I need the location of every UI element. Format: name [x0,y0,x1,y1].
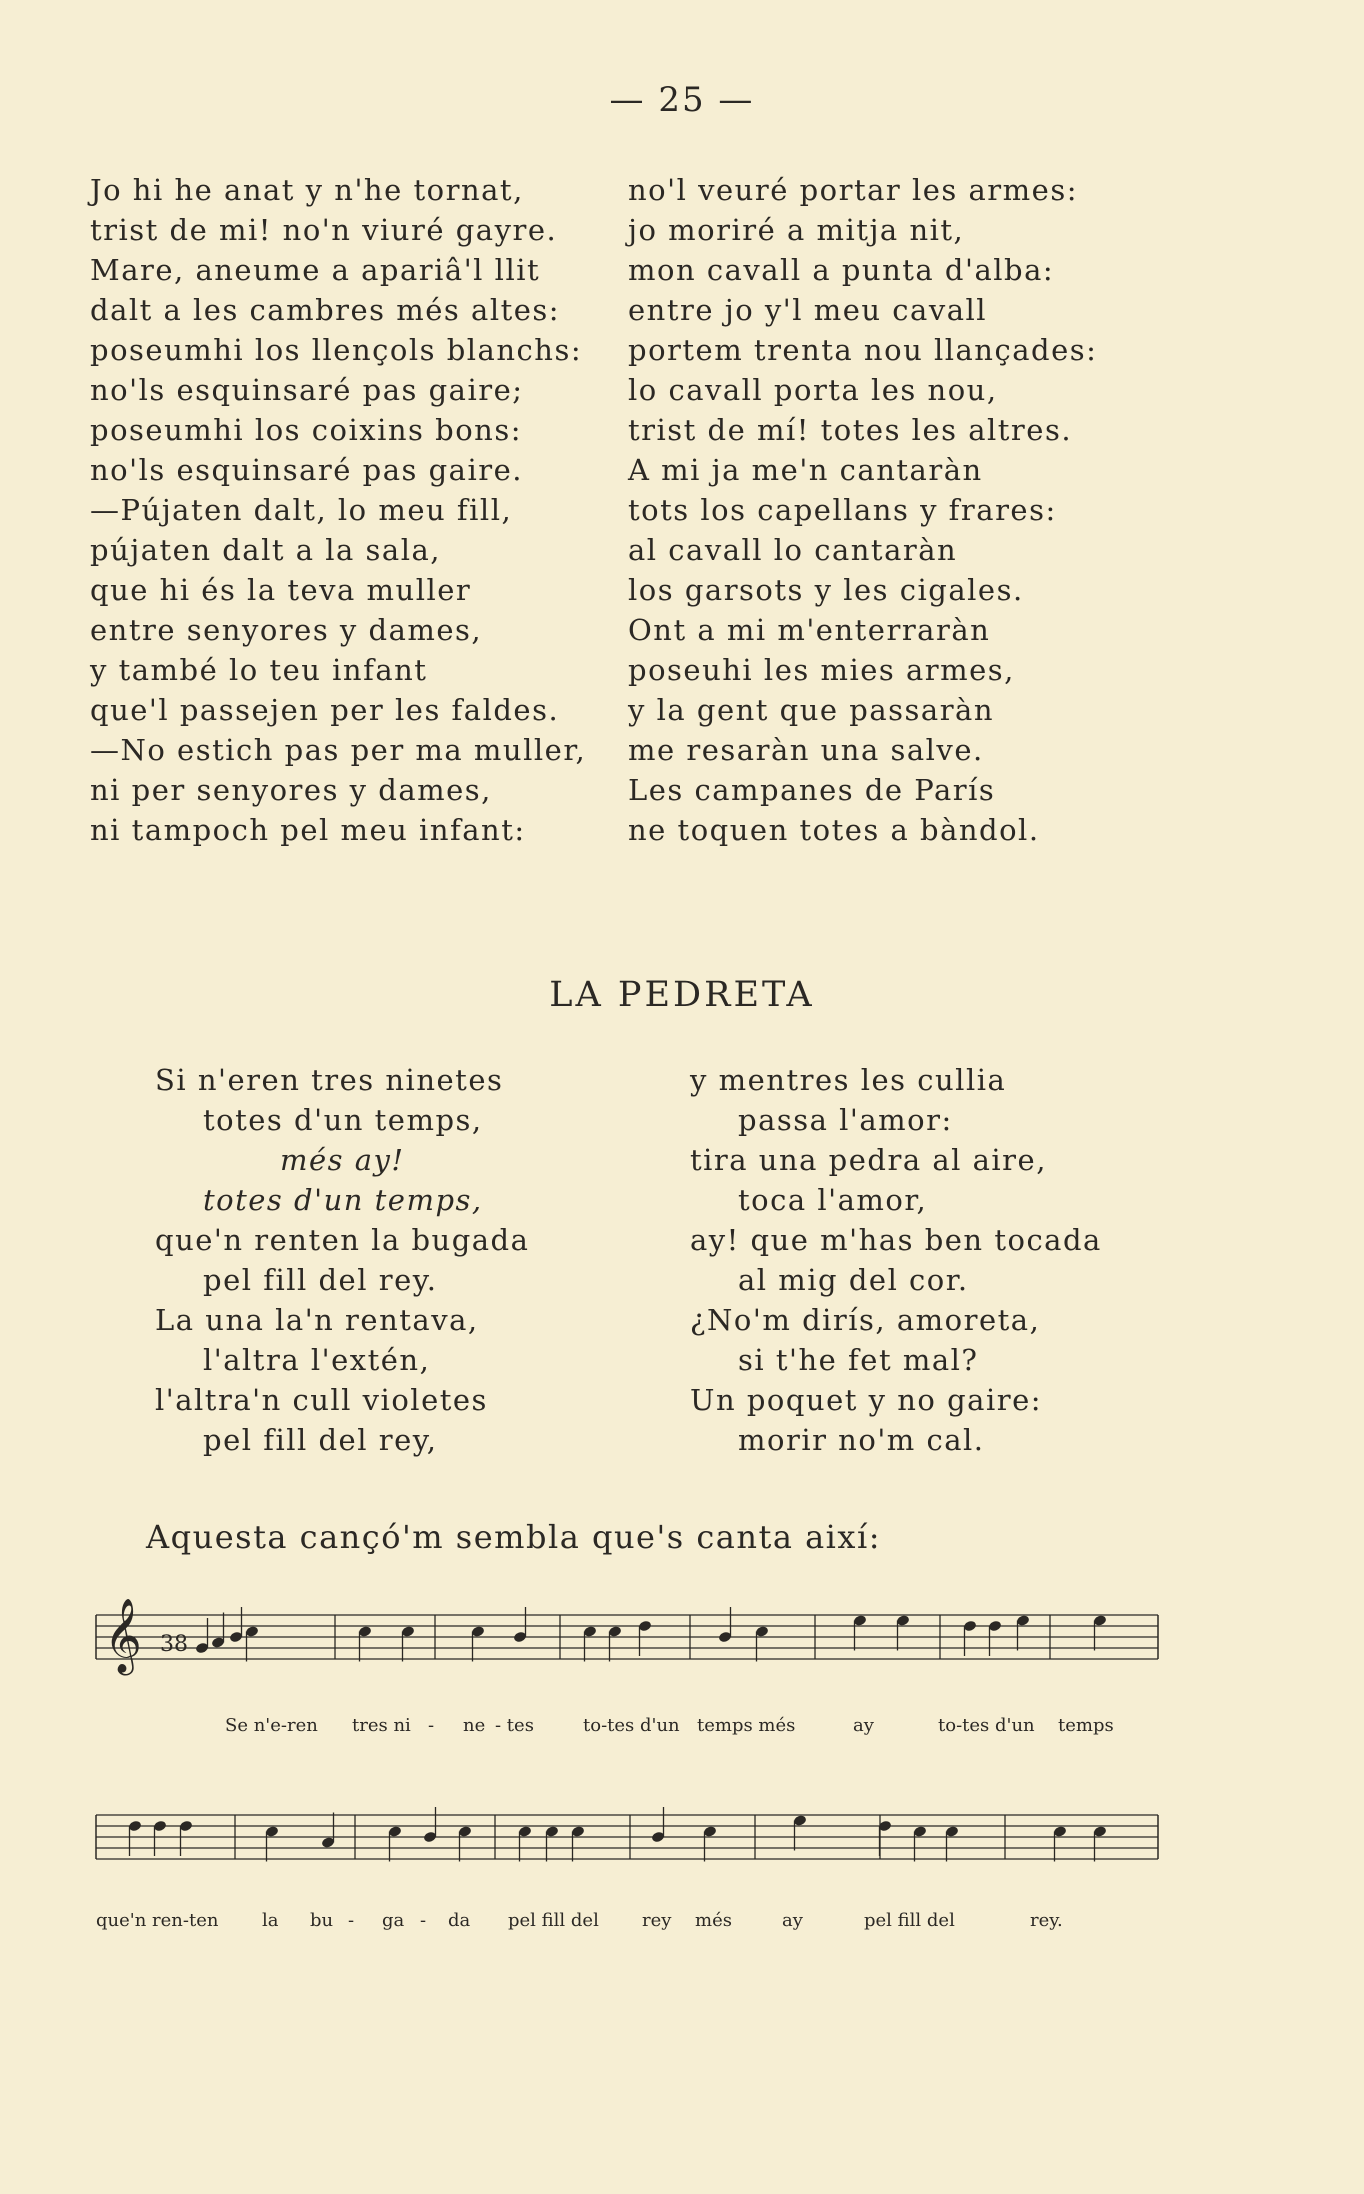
song-title: LA PEDRETA [549,975,815,1015]
verse-line: ne toquen totes a bàndol. [628,813,1040,847]
staff-1-notation [90,1590,1170,1700]
verse-line: al cavall lo cantaràn [628,533,958,567]
lyric-syllable: pel fill del [508,1910,599,1931]
verse-line: mon cavall a punta d'alba: [628,253,1055,287]
music-intro-text: Aquesta cançó'm sembla que's canta així: [146,1518,881,1556]
lyric-syllable: rey. [1030,1910,1063,1931]
verse-column-right [628,170,1097,850]
verse-line: pel fill del rey. [203,1263,438,1297]
verse-line: lo cavall porta les nou, [628,373,998,407]
verse-line: pel fill del rey, [203,1423,438,1457]
verse-line: l'altra l'extén, [203,1343,431,1377]
verse-line: morir no'm cal. [738,1423,985,1457]
verse-line: totes d'un temps, [203,1183,483,1217]
verse-line: si t'he fet mal? [738,1343,979,1377]
time-signature: 38 [160,1632,188,1657]
lyric-syllable: Se n'e-ren [225,1715,318,1736]
verse-line: entre senyores y dames, [90,613,483,647]
verse-line: passa l'amor: [738,1103,953,1137]
verse-line: portem trenta nou llançades: [628,333,1098,367]
song-stanza-left [155,1060,529,1460]
lyric-syllable: pel fill del [864,1910,955,1931]
verse-line: Ont a mi m'enterraràn [628,613,991,647]
lyric-syllable: - [420,1910,427,1931]
verse-line: que'n renten la bugada [155,1223,530,1257]
verse-line: jo moriré a mitja nit, [628,213,965,247]
page-number: — 25 — [609,80,755,120]
lyric-syllable: ay [782,1910,803,1931]
verse-line: tots los capellans y frares: [628,493,1057,527]
verse-line: no'l veuré portar les armes: [628,173,1078,207]
verse-line: poseuhi les mies armes, [628,653,1015,687]
song-stanza-right [690,1060,1102,1460]
verse-line: Si n'eren tres ninetes [155,1063,504,1097]
verse-line: Les campanes de París [628,773,996,807]
lyric-syllable: temps [1058,1715,1114,1736]
verse-line: ¿No'm dirís, amoreta, [690,1303,1041,1337]
lyric-syllable: bu [310,1910,334,1931]
verse-line: ni per senyores y dames, [90,773,492,807]
verse-line: Un poquet y no gaire: [690,1383,1043,1417]
verse-line: que hi és la teva muller [90,573,472,607]
lyric-syllable: rey [642,1910,672,1931]
verse-line: los garsots y les cigales. [628,573,1024,607]
verse-line: toca l'amor, [738,1183,928,1217]
lyric-syllable: la [262,1910,279,1931]
lyric-syllable: més [695,1910,732,1931]
verse-line: poseumhi los llençols blanchs: [90,333,583,367]
verse-line: l'altra'n cull violetes [155,1383,488,1417]
verse-line: poseumhi los coixins bons: [90,413,522,447]
verse-line: La una la'n rentava, [155,1303,479,1337]
verse-line: ni tampoch pel meu infant: [90,813,526,847]
verse-line: dalt a les cambres més altes: [90,293,561,327]
lyric-syllable: - [348,1910,355,1931]
verse-line: Jo hi he anat y n'he tornat, [90,173,524,207]
verse-line: no'ls esquinsaré pas gaire; [90,373,524,407]
verse-line: totes d'un temps, [203,1103,483,1137]
verse-line: —No estich pas per ma muller, [90,733,587,767]
lyric-syllable: ga [382,1910,405,1931]
verse-line: y mentres les cullia [690,1063,1007,1097]
lyric-syllable: da [448,1910,471,1931]
music-staff-1 [90,1590,1170,1740]
verse-line: pújaten dalt a la sala, [90,533,441,567]
lyric-syllable: tres ni [352,1715,411,1736]
verse-line: A mi ja me'n cantaràn [628,453,983,487]
verse-line: trist de mí! totes les altres. [628,413,1073,447]
lyric-syllable: temps més [697,1715,796,1736]
verse-line: ay! que m'has ben tocada [690,1223,1102,1257]
verse-line: Mare, aneume a apariâ'l llit [90,253,541,287]
verse-line: entre jo y'l meu cavall [628,293,988,327]
lyric-syllable: ne [463,1715,486,1736]
verse-line: y la gent que passaràn [628,693,995,727]
verse-line: no'ls esquinsaré pas gaire. [90,453,523,487]
verse-line: que'l passejen per les faldes. [90,693,560,727]
lyric-syllable: - [428,1715,435,1736]
verse-line: al mig del cor. [738,1263,969,1297]
treble-clef: 𝄞 [104,1599,142,1673]
verse-line: trist de mi! no'n viuré gayre. [90,213,558,247]
verse-line: més ay! [280,1143,405,1177]
verse-line: —Pújaten dalt, lo meu fill, [90,493,513,527]
verse-column-left [90,170,586,850]
verse-line: me resaràn una salve. [628,733,984,767]
verse-line: y també lo teu infant [90,653,428,687]
staff-2-notation [90,1790,1170,1900]
lyric-syllable: que'n ren-ten [96,1910,219,1931]
music-staff-2 [90,1790,1170,1950]
lyric-syllable: - tes [495,1715,534,1736]
lyric-syllable: ay [853,1715,874,1736]
lyric-syllable: to-tes d'un [938,1715,1035,1736]
lyric-syllable: to-tes d'un [583,1715,680,1736]
verse-line: tira una pedra al aire, [690,1143,1047,1177]
